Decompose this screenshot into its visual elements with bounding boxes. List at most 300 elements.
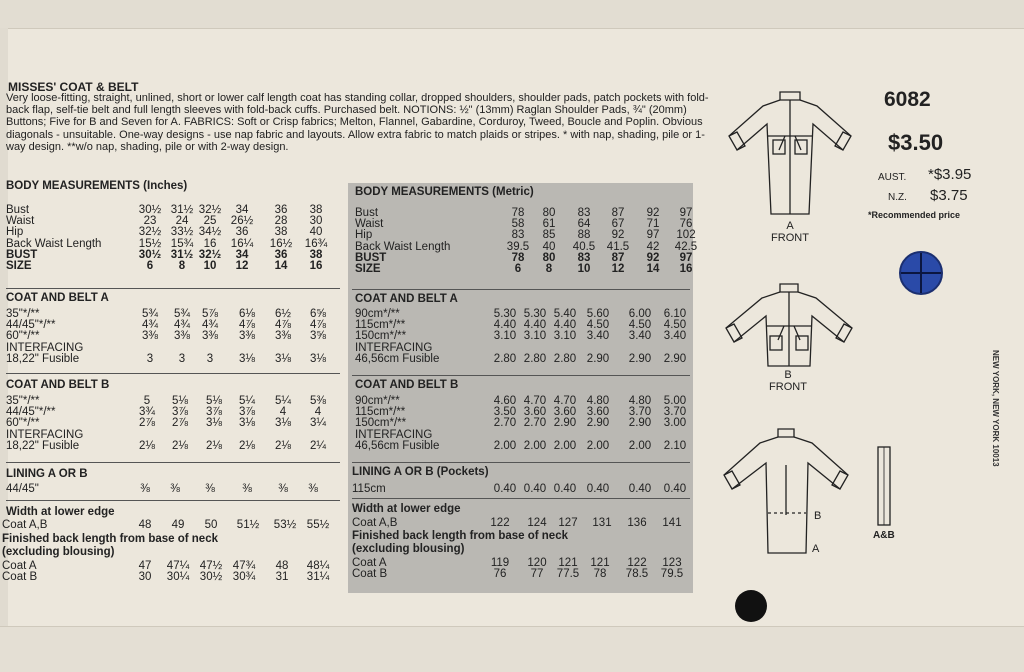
metric-coat-b-header: COAT AND BELT B [355,379,459,391]
table-cell: 6 [514,263,522,275]
table-cell: 3.50 [493,406,517,419]
table-cell: 83 [511,229,525,242]
table-cell: 15½ [138,237,162,250]
table-cell: 2.90 [586,352,610,365]
imperial-body-header: BODY MEASUREMENTS (Inches) [6,180,188,192]
coat-a-front-illustration [725,88,855,218]
table-cell: 2.90 [628,417,652,430]
table-cell: 122 [490,517,510,529]
table-cell: 36 [274,204,288,216]
row-label: 115cm*/** [355,319,406,332]
table-cell: 34 [235,204,249,216]
row-label: 35"*/** [6,308,40,320]
table-cell: 31½ [170,204,194,216]
table-cell: 16¾ [304,237,328,250]
table-row [355,208,695,219]
table-cell: 36 [235,226,249,239]
row-label: Coat B [352,568,388,581]
table-cell: 30½ [138,204,162,216]
metric-coat-a-header: COAT AND BELT A [355,293,458,305]
table-row [2,520,342,531]
table-cell: 14 [646,263,660,275]
table-cell: 30 [138,571,152,584]
table-cell: 80 [542,207,556,219]
table-cell: 6½ [275,308,291,320]
table-cell: 4⅞ [310,319,326,332]
row-label: 46,56cm Fusible [355,352,440,365]
table-cell: 6⅛ [239,308,255,320]
table-cell: 92 [646,251,660,264]
table-cell: 127 [558,517,578,529]
table-cell: 6.10 [663,308,687,320]
table-cell: 3¼ [310,417,326,430]
table-cell: 2⅞ [172,417,188,430]
row-label: 115cm*/** [355,406,406,419]
table-cell: 3⅝ [310,330,326,343]
aust-label: AUST. [878,172,907,183]
table-row [6,331,346,342]
table-cell: 41.5 [606,240,630,253]
divider [6,462,340,463]
envelope-top-flap [0,0,1024,29]
table-cell: 123 [662,557,682,569]
table-cell: 124 [527,517,547,529]
black-dot-mark-icon [734,589,768,623]
table-cell: 97 [679,251,693,264]
table-cell: 3⅜ [275,330,291,343]
pattern-description: Very loose-fitting, straight, unlined, short or lower calf length coat has standing collar, dropped shoulders, shoulder pads, patch pockets with fold-back flap, self-tie belt and full length sleeves with fold-back cuffs. Purchased belt. NOTIONS: ½" (13mm) Raglan Shoulder Pads, ¾" (20mm) Buttons; Five for B and Seven for A. FABRICS: Soft or Crisp fabrics; Melton, Flannel, Gabardine, Corduroy, Tweed, Boucle and Poplin. Obvious diagonals - unsuitable. One-way designs - use nap fabric and layouts. Allow extra fabric to match plaids or stripes. * with nap, shading, pile or 1-way design. **w/o nap, shading, pile or with 2-way design. [6,92,709,153]
table-cell: 5⅛ [172,395,188,407]
table-cell: 3⅞ [206,406,222,419]
table-cell: 40 [542,240,556,253]
row-label: Waist [355,218,384,231]
table-cell: 3.40 [586,330,610,343]
table-cell: 16 [203,237,217,250]
table-row [6,343,346,354]
table-cell: 2⅛ [239,439,255,452]
table-cell: 0.40 [553,483,577,495]
row-label: Coat A,B [352,517,398,529]
table-cell: 120 [527,557,547,569]
divider [6,288,340,289]
table-cell: 51½ [236,519,260,531]
table-cell: 16¼ [230,237,254,250]
coat-b-front-illustration [722,280,854,370]
table-cell: 3.10 [553,330,577,343]
nz-price: $3.75 [930,187,968,204]
table-cell: 87 [611,207,625,219]
table-cell: 0.40 [628,483,652,495]
table-cell: 3.70 [663,406,687,419]
table-cell: 30¾ [232,571,256,584]
table-cell: 3.10 [523,330,547,343]
table-cell: 4.80 [586,395,610,407]
table-row [352,518,692,529]
table-cell: 2⅛ [139,439,155,452]
imperial-coat-a-header: COAT AND BELT A [6,292,109,304]
divider [352,462,690,463]
row-label: Waist [6,215,35,228]
table-cell: 78 [511,251,525,264]
table-cell: 92 [646,207,660,219]
table-cell: 0.40 [586,483,610,495]
table-cell: ⅜ [278,483,288,495]
table-cell: 4.40 [553,319,577,332]
metric-lining-header: LINING A OR B (Pockets) [352,466,489,478]
table-cell: 53½ [273,519,297,531]
table-cell: 4.70 [553,395,577,407]
table-cell: 3.60 [523,406,547,419]
table-cell: 2.80 [493,352,517,365]
table-cell: 97 [679,207,693,219]
table-cell: 4.40 [523,319,547,332]
table-cell: 38 [309,248,323,261]
table-cell: 4.50 [586,319,610,332]
view-b-front-text: B FRONT [769,369,807,393]
table-cell: 2.00 [493,439,517,452]
table-cell: 5.30 [493,308,517,320]
row-label: SIZE [355,263,381,275]
imperial-back-length-subheader: (excluding blousing) [2,546,115,558]
table-cell: 42.5 [674,240,698,253]
table-cell: 3¾ [139,406,155,419]
table-cell: 2.90 [586,417,610,430]
row-label: Bust [355,207,379,219]
table-cell: 4⅞ [239,319,255,332]
table-cell: 3.40 [663,330,687,343]
metric-back-length-subheader: (excluding blousing) [352,543,465,555]
table-cell: 8 [545,263,553,275]
table-cell: 50 [204,519,218,531]
table-cell: 3.60 [553,406,577,419]
table-row [355,430,695,441]
table-cell: 76 [493,568,507,581]
table-cell: 16 [679,263,693,275]
table-cell: 5.40 [553,308,577,320]
table-cell: 31½ [170,248,194,261]
table-cell: 6.00 [628,308,652,320]
table-cell: 3⅞ [239,406,255,419]
row-label: Hip [355,229,373,242]
table-row [2,572,342,583]
table-cell: 42 [646,240,660,253]
table-cell: 3⅜ [239,330,255,343]
table-cell: 23 [143,215,157,228]
table-cell: 88 [577,229,591,242]
row-label: Coat B [2,571,38,584]
coat-back-illustration [720,425,850,555]
table-cell: 141 [662,517,682,529]
table-row [6,430,346,441]
table-cell: 102 [676,229,696,242]
table-cell: 122 [627,557,647,569]
table-cell: 3.00 [663,417,687,430]
row-label: BUST [6,248,38,261]
table-cell: 0.40 [663,483,687,495]
table-cell: 3.40 [628,330,652,343]
table-cell: 40 [309,226,323,239]
table-cell: 2¼ [310,439,326,452]
row-label: Back Waist Length [6,237,102,250]
table-cell: 78 [511,207,525,219]
table-cell: 3⅛ [239,352,255,365]
row-label: INTERFACING [6,341,84,354]
metric-body-header: BODY MEASUREMENTS (Metric) [355,186,534,198]
table-cell: 6⅝ [310,308,326,320]
table-row [6,261,346,272]
table-cell: 31 [275,571,289,584]
row-label: Hip [6,226,24,239]
table-row [355,219,695,230]
table-cell: 3⅛ [275,417,291,430]
table-cell: 136 [627,517,647,529]
table-cell: 85 [542,229,556,242]
table-cell: 2.90 [663,352,687,365]
table-row [6,227,346,238]
table-cell: 40.5 [572,240,596,253]
table-cell: 3⅜ [202,330,218,343]
table-cell: 32½ [198,204,222,216]
table-cell: 3.60 [586,406,610,419]
table-row [355,441,695,452]
table-cell: 4 [314,406,322,419]
table-cell: 121 [590,557,610,569]
table-cell: 79.5 [660,568,684,581]
table-cell: 30¼ [166,571,190,584]
row-label: 60"*/** [6,417,40,430]
table-cell: 2⅛ [172,439,188,452]
table-cell: 2⅞ [139,417,155,430]
table-cell: 5¼ [239,395,255,407]
view-a-front-label [760,220,820,244]
table-cell: 2.10 [663,439,687,452]
table-cell: 8 [178,260,186,272]
price: $3.50 [888,130,944,155]
table-cell: ⅜ [140,483,150,495]
table-cell: 55½ [306,519,330,531]
table-cell: 3 [206,352,214,365]
table-cell: 34 [235,248,249,261]
publisher-address-text: NEW YORK, NEW YORK 10013 [991,350,1000,467]
table-cell: 5⅜ [310,395,326,407]
table-cell: 61 [542,218,556,231]
row-label: 90cm*/** [355,395,400,407]
table-cell: 32½ [198,248,222,261]
table-cell: 3⅛ [239,417,255,430]
table-cell: 30½ [138,248,162,261]
table-cell: 3⅛ [206,417,222,430]
table-cell: 47¾ [232,560,256,572]
table-cell: 38 [309,204,323,216]
row-label: BUST [355,251,387,264]
row-label: Coat A [352,557,387,569]
row-label: 90cm*/** [355,308,400,320]
table-cell: 58 [511,218,525,231]
row-label: 60"*/** [6,330,40,343]
table-cell: 3⅞ [172,406,188,419]
table-cell: 5.00 [663,395,687,407]
table-row [355,264,695,275]
table-row [6,418,346,429]
table-cell: ⅜ [205,483,215,495]
pattern-number: 6082 [884,88,931,111]
table-cell: 2⅛ [275,439,291,452]
table-cell: 2.00 [523,439,547,452]
table-cell: 0.40 [493,483,517,495]
row-label: INTERFACING [355,341,433,354]
belt-label: A&B [873,530,895,541]
table-cell: 12 [235,260,249,272]
table-row [6,484,346,495]
table-cell: 24 [175,215,189,228]
row-label: 44/45"*/** [6,319,56,332]
table-cell: 131 [592,517,612,529]
table-cell: 30 [309,215,323,228]
table-cell: 83 [577,251,591,264]
imperial-back-length-header: Finished back length from base of neck [2,533,218,545]
row-label: 150cm*/** [355,417,407,430]
table-row [355,253,695,264]
row-label: 35"*/** [6,395,40,407]
table-cell: 2.80 [553,352,577,365]
table-cell: 10 [577,263,591,275]
table-row [6,354,346,365]
table-cell: 76 [679,218,693,231]
table-cell: 38 [274,226,288,239]
pattern-title: MISSES' COAT & BELT [8,80,139,94]
table-cell: 4 [279,406,287,419]
table-cell: 10 [203,260,217,272]
row-label: Coat A [2,560,37,572]
table-cell: 26½ [230,215,254,228]
table-cell: 4.50 [628,319,652,332]
table-cell: 2.80 [523,352,547,365]
table-cell: 47½ [199,560,223,572]
table-row [355,230,695,241]
row-label: 150cm*/** [355,330,407,343]
table-cell: 2.00 [553,439,577,452]
table-cell: 2.70 [523,417,547,430]
table-cell: 3⅛ [275,352,291,365]
table-row [6,441,346,452]
table-cell: 4.50 [663,319,687,332]
divider [352,289,690,290]
aust-price: *$3.95 [928,166,972,183]
table-cell: 83 [577,207,591,219]
table-cell: 77.5 [556,568,580,581]
table-cell: 6 [146,260,154,272]
table-cell: 5⅞ [202,308,218,320]
imperial-coat-b-header: COAT AND BELT B [6,379,110,391]
table-cell: 16½ [269,237,293,250]
table-row [6,250,346,261]
table-cell: 30½ [199,571,223,584]
table-cell: 4.40 [493,319,517,332]
divider [352,375,690,376]
table-cell: 16 [309,260,323,272]
table-cell: 0.40 [523,483,547,495]
table-cell: 4.60 [493,395,517,407]
table-cell: 97 [646,229,660,242]
table-cell: 3.10 [493,330,517,343]
table-cell: ⅜ [170,483,180,495]
table-cell: 2.90 [553,417,577,430]
table-row [355,343,695,354]
table-cell: 48¼ [306,560,330,572]
row-label: Back Waist Length [355,240,451,253]
table-cell: 5⅛ [206,395,222,407]
table-cell: 49 [171,519,185,531]
divider [6,373,340,374]
table-cell: 80 [542,251,556,264]
table-cell: ⅜ [242,483,252,495]
table-cell: 2.00 [586,439,610,452]
table-cell: 5¾ [174,308,190,320]
table-cell: 47¼ [166,560,190,572]
back-view-b-label: B [814,510,822,522]
table-cell: 15¾ [170,237,194,250]
table-cell: 5.60 [586,308,610,320]
row-label: 18,22" Fusible [6,352,80,365]
table-cell: 4⅞ [275,319,291,332]
row-label: 46,56cm Fusible [355,439,440,452]
metric-width-header: Width at lower edge [352,503,461,515]
recommended-price-note: *Recommended price [868,210,961,220]
imperial-lining-header: LINING A OR B [6,468,88,480]
table-cell: ⅜ [308,483,318,495]
table-row [355,418,695,429]
table-cell: 12 [611,263,625,275]
table-row [352,484,692,495]
table-cell: 2⅛ [206,439,222,452]
table-cell: 5¼ [275,395,291,407]
table-cell: 36 [274,248,288,261]
table-cell: 5.30 [523,308,547,320]
table-cell: 5¾ [142,308,158,320]
row-label: 18,22" Fusible [6,439,80,452]
table-cell: 2.00 [628,439,652,452]
table-cell: 4.80 [628,395,652,407]
imperial-width-header: Width at lower edge [6,506,115,518]
back-view-a-label: A [812,543,820,555]
row-label: 44/45"*/** [6,406,56,419]
view-b-front-label [758,369,818,393]
table-cell: 64 [577,218,591,231]
nz-label: N.Z. [888,192,907,203]
table-cell: 3 [178,352,186,365]
row-label: 44/45" [6,483,39,495]
table-cell: 4.70 [523,395,547,407]
divider [6,500,340,501]
table-cell: 39.5 [506,240,530,253]
table-cell: 87 [611,251,625,264]
table-cell: 3⅜ [142,330,158,343]
metric-back-length-header: Finished back length from base of neck [352,530,568,542]
table-cell: 2.70 [493,417,517,430]
table-cell: 14 [274,260,288,272]
row-label: Bust [6,204,30,216]
table-cell: 67 [611,218,625,231]
table-cell: 4¾ [174,319,190,332]
table-cell: 48 [275,560,289,572]
table-cell: 77 [530,568,544,581]
table-row [355,240,698,253]
table-cell: 119 [490,557,510,569]
blue-circle-mark-icon [898,250,944,296]
view-a-front-text: A FRONT [771,220,809,244]
table-cell: 2.90 [628,352,652,365]
table-cell: 31¼ [306,571,330,584]
